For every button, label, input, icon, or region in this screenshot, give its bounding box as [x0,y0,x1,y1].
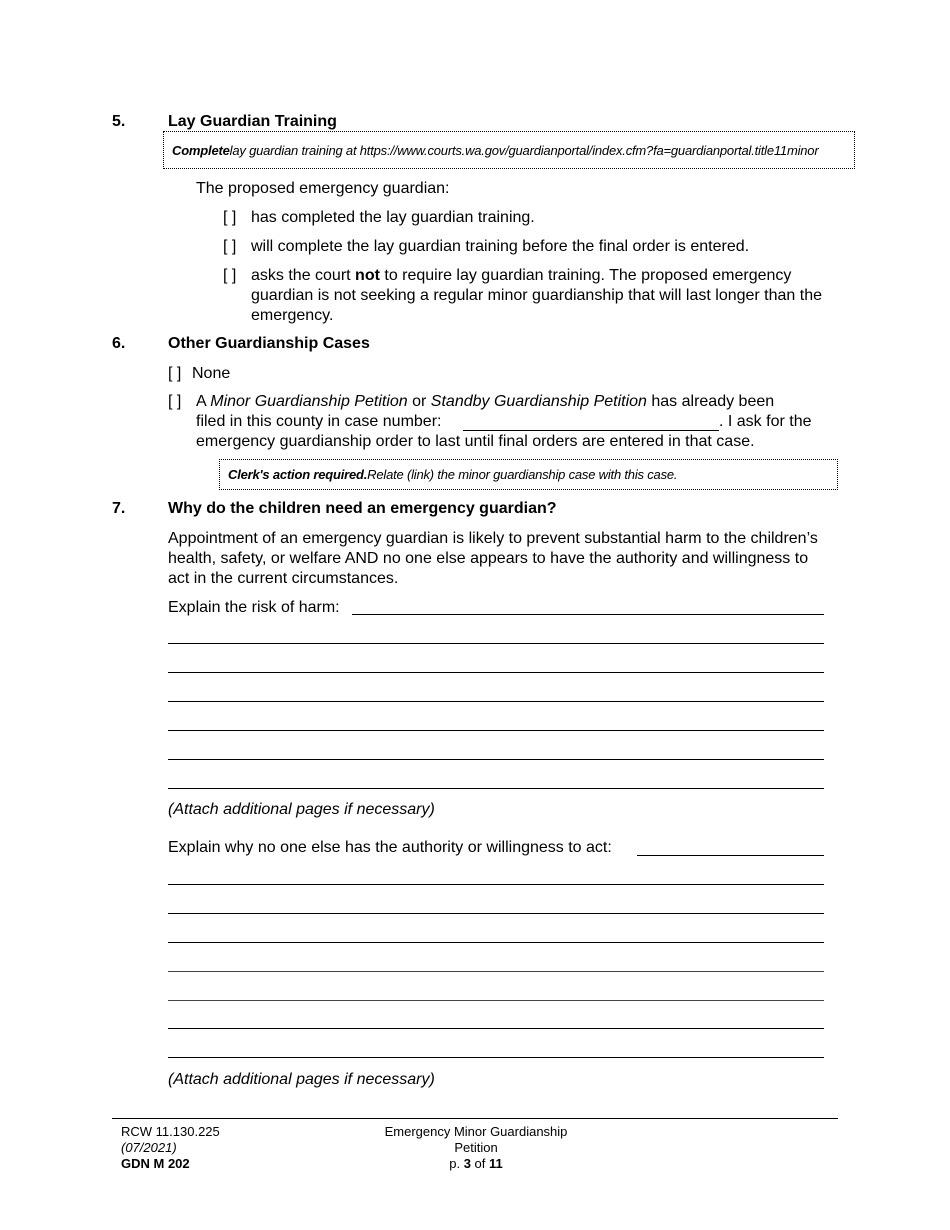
training-intro: The proposed emergency guardian: [196,180,450,197]
section-7-title: Why do the children need an emergency guardian? [168,500,557,517]
clerk-notice-text: Relate (link) the minor guardianship case with this case. [367,467,678,482]
authority-input-line[interactable] [637,855,824,856]
authority-input-line[interactable] [168,913,824,914]
case-number-input[interactable] [463,430,719,431]
clerk-notice-bold: Clerk's action required. [228,467,368,482]
authority-input-line[interactable] [168,1057,824,1058]
checkbox[interactable]: [ ] [168,393,182,410]
footer-title: Emergency Minor Guardianship [384,1124,568,1139]
risk-label: Explain the risk of harm: [168,599,340,616]
risk-input-line[interactable] [168,759,824,760]
case-number-line-suffix: . I ask for the [719,413,812,430]
risk-input-line[interactable] [168,730,824,731]
footer-title-2: Petition [454,1140,498,1155]
risk-input-line[interactable] [168,701,824,702]
option-label: will complete the lay guardian training before the final order is entered. [251,238,750,255]
attach-note: (Attach additional pages if necessary) [168,1071,435,1088]
authority-input-line[interactable] [168,1028,824,1029]
training-option-will-complete[interactable] [223,237,749,257]
section-5-number: 5. [112,113,126,130]
footer-left [121,1124,220,1172]
risk-input-line[interactable] [352,614,824,615]
section-5-title: Lay Guardian Training [168,113,337,130]
risk-input-line[interactable] [168,672,824,673]
other-cases-option-existing[interactable]: [ ] A Minor Guardianship Petition or Standby Guardianship Petition has already been [168,393,775,410]
authority-input-line[interactable] [168,884,824,885]
section-7-number: 7. [112,500,126,517]
attach-note: (Attach additional pages if necessary) [168,801,435,818]
clerk-notice [219,459,838,490]
footer-date: (07/2021) [121,1140,177,1155]
footer-center [346,1124,606,1172]
checkbox[interactable]: [ ] [223,209,237,226]
authority-input-line[interactable] [168,971,824,972]
option-label: asks the court not to require lay guardian training. The proposed emergency guardian is not seeking a regular minor guardianship that will last longer than the emergency. [251,267,823,324]
section-7-paragraph: Appointment of an emergency guardian is likely to prevent substantial harm to the children’s health, safety, or welfare AND no one else appears to have the authority and willingness to act in the current circumstances. [168,530,818,587]
case-number-line-prefix: filed in this county in case number: [196,413,442,430]
section-6-number: 6. [112,335,126,352]
authority-input-line[interactable] [168,942,824,943]
option-label: has completed the lay guardian training. [251,209,535,226]
footer-form-id: GDN M 202 [121,1156,190,1171]
option-label: None [192,365,231,382]
training-notice [163,131,855,169]
training-notice-bold: Complete [172,142,230,158]
training-notice-text: lay guardian training at https://www.courts.wa.gov/guardianportal/index.cfm?fa=guardianportal.title11minor [229,142,819,158]
case-number-line-3: emergency guardianship order to last until final orders are entered in that case. [196,433,755,450]
training-option-waive[interactable] [223,266,838,326]
footer-rcw: RCW 11.130.225 [121,1124,220,1139]
checkbox[interactable]: [ ] [223,238,237,255]
authority-label: Explain why no one else has the authority or willingness to act: [168,839,612,856]
risk-input-line[interactable] [168,788,824,789]
training-option-completed[interactable] [223,208,535,228]
checkbox[interactable]: [ ] [223,267,237,284]
other-cases-option-none[interactable] [168,364,230,384]
risk-input-line[interactable] [168,643,824,644]
section-6-title: Other Guardianship Cases [168,335,370,352]
footer-divider [112,1118,838,1119]
checkbox[interactable]: [ ] [168,365,182,382]
authority-input-line[interactable] [168,1000,824,1001]
footer-page-number: p. 3 of 11 [449,1156,503,1171]
